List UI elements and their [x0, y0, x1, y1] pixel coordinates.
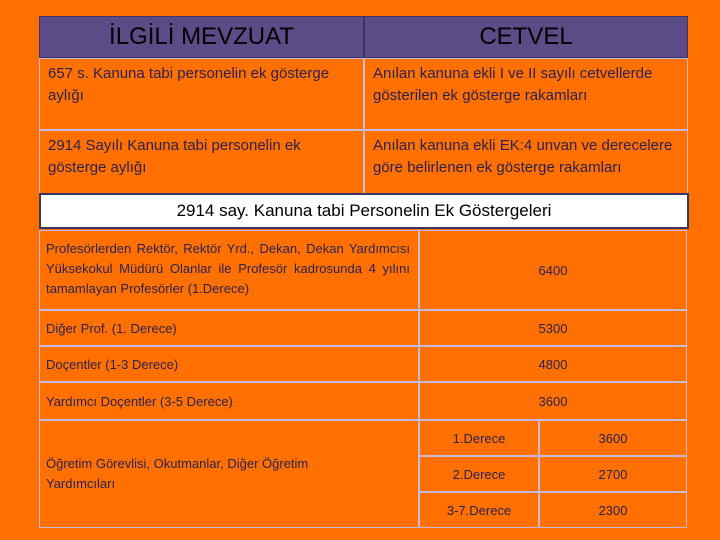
table2-row2-label	[39, 310, 419, 346]
derece-value: 2700	[598, 466, 628, 482]
table2-row1-value	[419, 230, 687, 310]
table2-group-value-2	[539, 456, 687, 492]
derece-value: 3600	[598, 430, 628, 446]
row-value: 3600	[538, 393, 568, 409]
table2-row2-value	[419, 310, 687, 346]
derece-label: 3-7.Derece	[446, 502, 512, 518]
table2-row3-label	[39, 346, 419, 382]
row-label: Doçentler (1-3 Derece)	[46, 356, 179, 372]
derece-label: 1.Derece	[452, 430, 506, 446]
table1-row1-cetvel	[364, 58, 688, 130]
table2-title-bar	[39, 193, 689, 229]
table2-row4-label	[39, 382, 419, 420]
table1-row1-mevzuat	[39, 58, 364, 130]
table2-group-value-3	[539, 492, 687, 528]
header-label: CETVEL	[479, 23, 573, 50]
row-label: Diğer Prof. (1. Derece)	[46, 320, 177, 336]
row-label: Profesörlerden Rektör, Rektör Yrd., Dekan, Dekan Yardımcısı Yüksekokul Müdürü Olanlar ile Profesör kadrosunda 4 yılını tamamlayan Profesörler (1.Derece)	[46, 241, 410, 296]
table2-row3-value	[419, 346, 687, 382]
table1-row2-cetvel	[364, 130, 688, 194]
row-value: 6400	[538, 262, 568, 278]
group-label: Öğretim Görevlisi, Okutmanlar, Diğer Öğretim Yardımcıları	[46, 456, 309, 491]
derece-value: 2300	[598, 502, 628, 518]
cell-text: 657 s. Kanuna tabi personelin ek gösterge aylığı	[48, 65, 330, 104]
cell-text: Anılan kanuna ekli EK:4 unvan ve derecelere göre belirlenen ek gösterge rakamları	[373, 137, 673, 176]
table2-group-derece-2	[419, 456, 539, 492]
table2-group-label	[39, 420, 419, 528]
table2-group-derece-3	[419, 492, 539, 528]
cell-text: 2914 Sayılı Kanuna tabi personelin ek gösterge aylığı	[48, 137, 301, 176]
table2-row4-value	[419, 382, 687, 420]
row-value: 4800	[538, 356, 568, 372]
table2-row1-label	[39, 230, 419, 310]
header-ilgili-mevzuat	[39, 16, 364, 58]
table1-row2-mevzuat	[39, 130, 364, 194]
row-value: 5300	[538, 320, 568, 336]
cell-text: Anılan kanuna ekli I ve II sayılı cetvellerde gösterilen ek gösterge rakamları	[373, 65, 653, 104]
table2-group-derece-1	[419, 420, 539, 456]
derece-label: 2.Derece	[452, 466, 506, 482]
row-label: Yardımcı Doçentler (3-5 Derece)	[46, 393, 233, 409]
table2-title: 2914 say. Kanuna tabi Personelin Ek Göstergeleri	[176, 201, 552, 220]
table2-group-value-1	[539, 420, 687, 456]
header-label: İLGİLİ MEVZUAT	[109, 23, 294, 50]
header-cetvel	[364, 16, 688, 58]
